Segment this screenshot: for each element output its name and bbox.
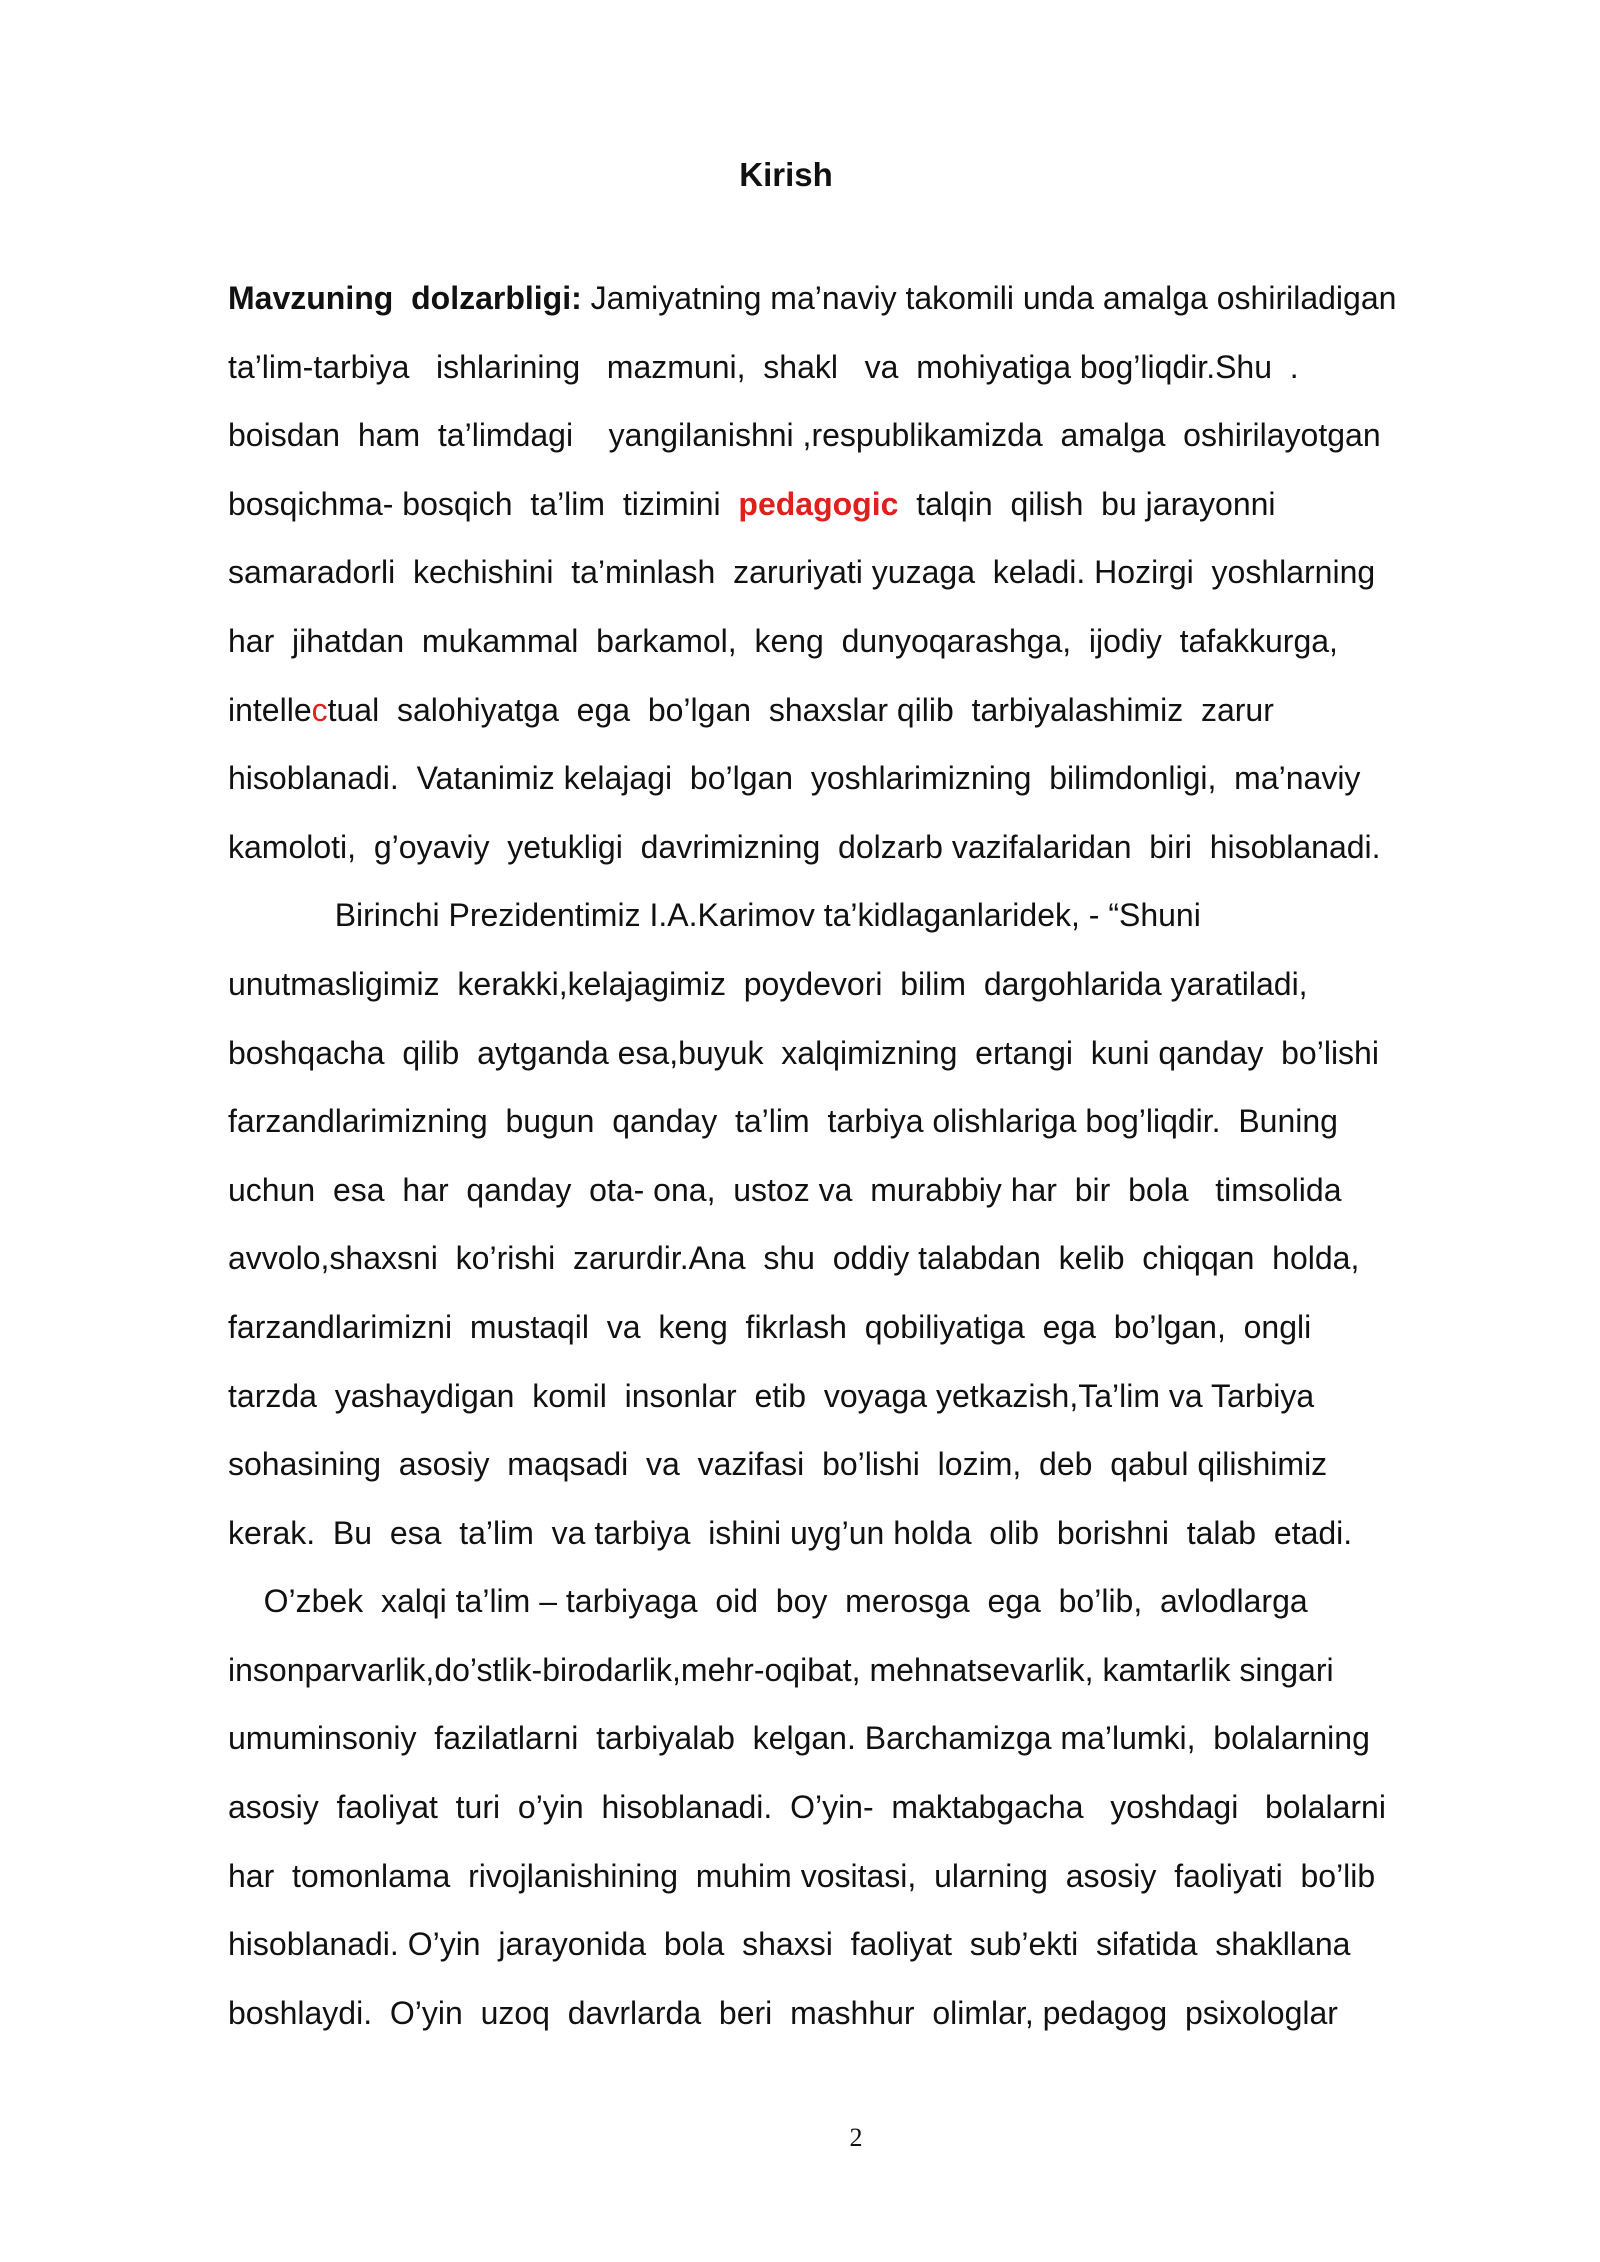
text-line xyxy=(228,333,1488,402)
page-number: 2 xyxy=(849,2123,863,2152)
text-run: Jamiyatning ma’naviy takomili unda amalga oshiriladigan xyxy=(581,280,1397,316)
text-run: ta’lim-tarbiya ishlarining mazmuni, shakl va mohiyatiga bog’liqdir.Shu . xyxy=(228,348,1299,385)
text-run: uchun esa har qanday ota- ona, ustoz va murabbiy har bir bola timsolida xyxy=(228,1171,1342,1208)
emphasized-text: c xyxy=(311,691,328,728)
text-run: hisoblanadi. Vatanimiz kelajagi bo’lgan yoshlarimizning bilimdonligi, ma’naviy xyxy=(228,760,1361,797)
text-line xyxy=(228,881,1488,950)
text-run: tarzda yashaydigan komil insonlar etib voyaga yetkazish,Ta’lim va Tarbiya xyxy=(228,1377,1315,1414)
text-line xyxy=(228,1910,1488,1979)
text-run: boshqacha qilib aytganda esa,buyuk xalqimizning ertangi kuni qanday bo’lishi xyxy=(228,1034,1379,1071)
text-line xyxy=(228,1979,1488,2048)
text-run: farzandlarimizning bugun qanday ta’lim tarbiya olishlariga bog’liqdir. Buning xyxy=(228,1103,1338,1140)
text-run: asosiy faoliyat turi o’yin hisoblanadi. O’yin- maktabgacha yoshdagi bolalarni xyxy=(228,1789,1386,1826)
text-run: O’zbek xalqi ta’lim – tarbiyaga oid boy merosga ega bo’lib, avlodlarga xyxy=(228,1583,1308,1620)
text-run: kerak. Bu esa ta’lim va tarbiya ishini uyg’un holda olib borishni talab etadi. xyxy=(228,1514,1353,1551)
text-run: har jihatdan mukammal barkamol, keng dunyoqarashga, ijodiy tafakkurga, xyxy=(228,622,1338,659)
text-line xyxy=(228,1773,1488,1842)
text-run: har tomonlama rivojlanishining muhim vositasi, ularning asosiy faoliyati bo’lib xyxy=(228,1857,1376,1894)
text-run: bosqichma- bosqich ta’lim tizimini xyxy=(228,485,739,522)
emphasized-text: pedagogic xyxy=(738,485,899,522)
text-run: unutmasligimiz kerakki,kelajagimiz poydevori bilim dargohlarida yaratiladi, xyxy=(228,965,1308,1002)
text-run: Birinchi Prezidentimiz I.A.Karimov ta’kidlaganlaridek, - “Shuni xyxy=(228,897,1201,934)
text-run: hisoblanadi. O’yin jarayonida bola shaxsi faoliyat sub’ekti sifatida shakllana xyxy=(228,1926,1351,1963)
text-run: sohasining asosiy maqsadi va vazifasi bo’lishi lozim, deb qabul qilishimiz xyxy=(228,1446,1328,1483)
text-run: avvolo,shaxsni ko’rishi zarurdir.Ana shu oddiy talabdan kelib chiqqan holda, xyxy=(228,1240,1360,1277)
text-line xyxy=(228,1156,1488,1225)
text-line xyxy=(228,1293,1488,1362)
text-line xyxy=(228,401,1488,470)
text-run: insonparvarlik,do’stlik-birodarlik,mehr-oqibat, mehnatsevarlik, kamtarlik singari xyxy=(228,1651,1334,1688)
page-title: Kirish xyxy=(739,156,833,193)
text-line xyxy=(228,1224,1488,1293)
text-run: intelle xyxy=(228,691,312,728)
text-run: umuminsoniy fazilatlarni tarbiyalab kelgan. Barchamizga ma’lumki, bolalarning xyxy=(228,1720,1370,1757)
text-line xyxy=(228,676,1488,745)
text-line xyxy=(228,950,1488,1019)
text-line xyxy=(228,1567,1488,1636)
text-line xyxy=(228,470,1488,539)
text-run: samaradorli kechishini ta’minlash zaruriyati yuzaga keladi. Hozirgi yoshlarning xyxy=(228,554,1376,591)
text-line xyxy=(228,744,1488,813)
text-line xyxy=(228,1636,1488,1705)
text-line xyxy=(228,264,1488,333)
text-run: boisdan ham ta’limdagi yangilanishni ,respublikamizda amalga oshirilayotgan xyxy=(228,417,1381,454)
text-run: kamoloti, g’oyaviy yetukligi davrimizning dolzarb vazifalaridan biri hisoblanadi. xyxy=(228,828,1381,865)
text-line xyxy=(228,1087,1488,1156)
text-run: tual salohiyatga ega bo’lgan shaxslar qilib tarbiyalashimiz zarur xyxy=(327,691,1274,728)
text-line xyxy=(228,1499,1488,1568)
text-line xyxy=(228,538,1488,607)
body-text xyxy=(228,264,1488,2047)
text-line xyxy=(228,607,1488,676)
emphasized-text: Mavzuning dolzarbligi: xyxy=(228,280,582,316)
text-line xyxy=(228,1019,1488,1088)
text-line xyxy=(228,813,1488,882)
text-line xyxy=(228,1430,1488,1499)
text-run: talqin qilish bu jarayonni xyxy=(898,485,1276,522)
text-run: boshlaydi. O’yin uzoq davrlarda beri mashhur olimlar, pedagog psixologlar xyxy=(228,1994,1338,2031)
text-line xyxy=(228,1704,1488,1773)
text-line xyxy=(228,1842,1488,1911)
text-run: farzandlarimizni mustaqil va keng fikrlash qobiliyatiga ega bo’lgan, ongli xyxy=(228,1308,1312,1345)
text-line xyxy=(228,1362,1488,1431)
